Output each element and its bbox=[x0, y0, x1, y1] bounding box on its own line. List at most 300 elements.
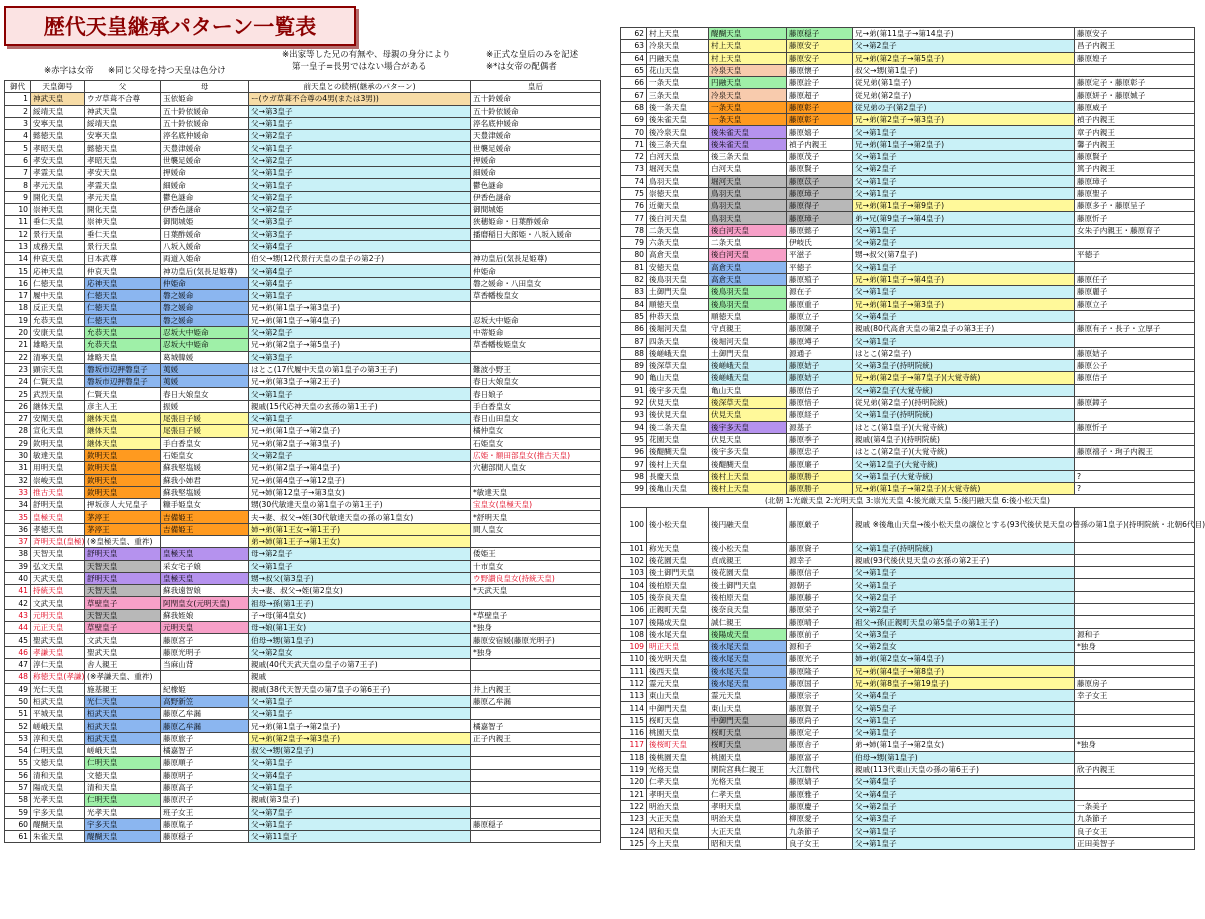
relation: 父→第2皇子 bbox=[249, 191, 471, 203]
emperor-name: 後堀河天皇 bbox=[647, 323, 709, 335]
reign-number: 99 bbox=[621, 482, 647, 494]
mother: 糠手姫皇女 bbox=[161, 499, 249, 511]
consort: 藤原安宿媛(藤原光明子) bbox=[471, 634, 601, 646]
relation: ー(ウガ草葺不合尊の4男(または3男)) bbox=[249, 93, 471, 105]
relation: 甥→叔父(第3皇子) bbox=[249, 572, 471, 584]
consort: 藤原忻子 bbox=[1075, 212, 1195, 224]
table-row bbox=[621, 739, 1195, 751]
relation: 父→第3皇子 bbox=[853, 628, 1075, 640]
emperor-name: 後西天皇 bbox=[647, 665, 709, 677]
table-row bbox=[5, 179, 601, 191]
table-row bbox=[5, 548, 601, 560]
reign-number: 13 bbox=[5, 240, 31, 252]
father: 霊元天皇 bbox=[709, 690, 787, 702]
mother: 藤原信子 bbox=[787, 567, 853, 579]
emperor-name: 安徳天皇 bbox=[647, 261, 709, 273]
table-row bbox=[5, 781, 601, 793]
mother: 藤原経子 bbox=[787, 409, 853, 421]
table-row bbox=[621, 77, 1195, 89]
father: 後柏原天皇 bbox=[709, 591, 787, 603]
reign-number: 76 bbox=[621, 200, 647, 212]
reign-number: 34 bbox=[5, 499, 31, 511]
emperor-name: 景行天皇 bbox=[31, 228, 85, 240]
mother: 八坂入媛命 bbox=[161, 240, 249, 252]
consort bbox=[1075, 788, 1195, 800]
father: 後醍醐天皇 bbox=[709, 458, 787, 470]
consort: 藤原聖子 bbox=[1075, 187, 1195, 199]
table-row bbox=[5, 93, 601, 105]
father: 東山天皇 bbox=[709, 702, 787, 714]
reign-number: 44 bbox=[5, 622, 31, 634]
consort: 藤原鏱子 bbox=[1075, 396, 1195, 408]
emperor-name: 安寧天皇 bbox=[31, 117, 85, 129]
consort bbox=[1075, 653, 1195, 665]
father: 伏見天皇 bbox=[709, 433, 787, 445]
emperor-name: 孝徳天皇 bbox=[31, 523, 85, 535]
mother: 柳原愛子 bbox=[787, 813, 853, 825]
consort: 中蒂姫命 bbox=[471, 326, 601, 338]
mother: 藤原乙牟漏 bbox=[161, 720, 249, 732]
mother: 神功皇后(気長足姫尊) bbox=[161, 265, 249, 277]
table-row bbox=[5, 167, 601, 179]
table-row bbox=[621, 665, 1195, 677]
reign-number: 46 bbox=[5, 646, 31, 658]
reign-number: 21 bbox=[5, 339, 31, 351]
consort bbox=[1075, 751, 1195, 763]
relation: 父→第1皇子 bbox=[853, 126, 1075, 138]
emperor-name: 清寧天皇 bbox=[31, 351, 85, 363]
father: 村上天皇 bbox=[709, 40, 787, 52]
reign-number: 47 bbox=[5, 658, 31, 670]
emperor-name: 仁明天皇 bbox=[31, 745, 85, 757]
emperor-name: 欽明天皇 bbox=[31, 437, 85, 449]
relation: 従兄弟(第2皇子)(持明院統) bbox=[853, 396, 1075, 408]
relation: 兄→弟(第1皇子→第2皇子) bbox=[249, 425, 471, 437]
consort: 馨子内親王 bbox=[1075, 138, 1195, 150]
table-row bbox=[5, 277, 601, 289]
mother: 大江磐代 bbox=[787, 763, 853, 775]
relation: はとこ(第2皇子)(大覚寺統) bbox=[853, 446, 1075, 458]
reign-number: 94 bbox=[621, 421, 647, 433]
mother: 源通子 bbox=[787, 347, 853, 359]
table-row bbox=[5, 240, 601, 252]
mother: 源朝子 bbox=[787, 579, 853, 591]
emperor-name: 四条天皇 bbox=[647, 335, 709, 347]
reign-number: 70 bbox=[621, 126, 647, 138]
reign-number: 77 bbox=[621, 212, 647, 224]
table-row bbox=[621, 567, 1195, 579]
table-row bbox=[621, 433, 1195, 445]
reign-number: 91 bbox=[621, 384, 647, 396]
relation: 従兄弟(第1皇子) bbox=[853, 77, 1075, 89]
relation: 親戚(38代天智天皇の第7皇子の第6王子) bbox=[249, 683, 471, 695]
emperor-name: 後二条天皇 bbox=[647, 421, 709, 433]
relation: 親戚(15代応神天皇の玄孫の第1王子) bbox=[249, 400, 471, 412]
emperor-name: 垂仁天皇 bbox=[31, 216, 85, 228]
relation: はとこ(第1皇子)(大覚寺統) bbox=[853, 421, 1075, 433]
reign-number: 31 bbox=[5, 462, 31, 474]
mother: 藤原明子 bbox=[161, 769, 249, 781]
father: 彦主人王 bbox=[85, 400, 161, 412]
consort: 藤原璋子 bbox=[1075, 175, 1195, 187]
consort: 春日娘子 bbox=[471, 388, 601, 400]
father: 欽明天皇 bbox=[85, 449, 161, 461]
consort: 狭穂姫命・日葉酢媛命 bbox=[471, 216, 601, 228]
consort: 磐之媛命・八田皇女 bbox=[471, 277, 601, 289]
father: 桃園天皇 bbox=[709, 751, 787, 763]
emperor-name: 斉明天皇(皇極) bbox=[31, 535, 85, 547]
reign-number: 103 bbox=[621, 567, 647, 579]
reign-number: 38 bbox=[5, 548, 31, 560]
reign-number: 60 bbox=[5, 818, 31, 830]
emperor-name: 清和天皇 bbox=[31, 769, 85, 781]
emperor-name: 推古天皇 bbox=[31, 486, 85, 498]
relation: 兄→弟(第2皇子→第5皇子) bbox=[249, 339, 471, 351]
table-row bbox=[5, 154, 601, 166]
consort bbox=[1075, 702, 1195, 714]
relation: 親戚 ※後亀山天皇→後小松天皇の譲位とする(93代後伏見天皇の曾孫の第1皇子)(持明院統・北朝6代目) bbox=[853, 507, 1075, 542]
father: (※皇極天皇、重祚) bbox=[85, 535, 161, 547]
father: 允恭天皇 bbox=[85, 326, 161, 338]
emperor-name: 孝安天皇 bbox=[31, 154, 85, 166]
table-row bbox=[5, 646, 601, 658]
table-row bbox=[5, 609, 601, 621]
emperor-name: 正親町天皇 bbox=[647, 604, 709, 616]
relation: 父→第1皇子 bbox=[853, 837, 1075, 849]
relation: 父→第3皇子(持明院統) bbox=[853, 360, 1075, 372]
father: 昭和天皇 bbox=[709, 837, 787, 849]
mother: 細媛命 bbox=[161, 179, 249, 191]
relation: 夫→妻、叔父→姪(第2皇女) bbox=[249, 585, 471, 597]
emperor-name: 後亀山天皇 bbox=[647, 482, 709, 494]
relation: 兄→弟(第1皇子→第2皇子) bbox=[853, 138, 1075, 150]
mother: 藤原尚子 bbox=[787, 714, 853, 726]
mother: 采女宅子娘 bbox=[161, 560, 249, 572]
emperor-name: 陽成天皇 bbox=[31, 781, 85, 793]
consort bbox=[1075, 335, 1195, 347]
emperor-name: 敏達天皇 bbox=[31, 449, 85, 461]
reign-number: 120 bbox=[621, 776, 647, 788]
mother: 忍坂大中姫命 bbox=[161, 326, 249, 338]
emperor-name: 六条天皇 bbox=[647, 237, 709, 249]
consort: 九条節子 bbox=[1075, 813, 1195, 825]
relation: 父→第1皇子 bbox=[249, 695, 471, 707]
mother: 藤原忠子 bbox=[787, 446, 853, 458]
consort: 石姫皇女 bbox=[471, 437, 601, 449]
relation: 父→第1皇子 bbox=[249, 117, 471, 129]
reign-number: 97 bbox=[621, 458, 647, 470]
consort: ウ野讃良皇女(持統天皇) bbox=[471, 572, 601, 584]
father: 白河天皇 bbox=[709, 163, 787, 175]
consort: 正子内親王 bbox=[471, 732, 601, 744]
relation: 弟→兄(第9皇子→第4皇子) bbox=[853, 212, 1075, 224]
father: 後村上天皇 bbox=[709, 482, 787, 494]
table-row bbox=[621, 554, 1195, 566]
relation: 親戚(93代後伏見天皇の玄孫の第2王子) bbox=[853, 554, 1075, 566]
mother: 藤原懿子 bbox=[787, 224, 853, 236]
reign-number: 84 bbox=[621, 298, 647, 310]
table-row bbox=[621, 28, 1195, 40]
table-row bbox=[5, 818, 601, 830]
mother: 世襲足媛命 bbox=[161, 154, 249, 166]
consort: 昌子内親王 bbox=[1075, 40, 1195, 52]
reign-number: 45 bbox=[5, 634, 31, 646]
table-row bbox=[621, 776, 1195, 788]
table-row bbox=[5, 339, 601, 351]
emperor-name: 淳和天皇 bbox=[31, 732, 85, 744]
reign-number: 73 bbox=[621, 163, 647, 175]
consort: *独身 bbox=[471, 646, 601, 658]
table-row bbox=[5, 363, 601, 375]
reign-number: 32 bbox=[5, 474, 31, 486]
father: 欽明天皇 bbox=[85, 486, 161, 498]
consort: 女朱子内親王・藤原育子 bbox=[1075, 224, 1195, 236]
father: 後村上天皇 bbox=[709, 470, 787, 482]
reign-number: 2 bbox=[5, 105, 31, 117]
father: 閑院宮典仁親王 bbox=[709, 763, 787, 775]
table-row bbox=[621, 690, 1195, 702]
relation: 母→娘(第1王女) bbox=[249, 622, 471, 634]
father: 仁徳天皇 bbox=[85, 314, 161, 326]
mother: 藤原勝子 bbox=[787, 470, 853, 482]
reign-number: 74 bbox=[621, 175, 647, 187]
father: 光格天皇 bbox=[709, 776, 787, 788]
father: 安寧天皇 bbox=[85, 130, 161, 142]
reign-number: 82 bbox=[621, 273, 647, 285]
father: 中御門天皇 bbox=[709, 714, 787, 726]
reign-number: 6 bbox=[5, 154, 31, 166]
consort: 難波小野王 bbox=[471, 363, 601, 375]
consort: 一条美子 bbox=[1075, 800, 1195, 812]
table-row bbox=[621, 507, 1195, 542]
mother: 元明天皇 bbox=[161, 622, 249, 634]
table-row bbox=[621, 212, 1195, 224]
emperor-name: 応神天皇 bbox=[31, 265, 85, 277]
emperor-name: 後桜町天皇 bbox=[647, 739, 709, 751]
emperor-name: 高倉天皇 bbox=[647, 249, 709, 261]
reign-number: 110 bbox=[621, 653, 647, 665]
relation: 父→第4皇子 bbox=[853, 690, 1075, 702]
relation: 兄→弟(第1皇子→第2皇子)(大覚寺統) bbox=[853, 482, 1075, 494]
emperor-name: 桓武天皇 bbox=[31, 695, 85, 707]
mother: 忍坂大中姫命 bbox=[161, 339, 249, 351]
relation: 父→第3皇子 bbox=[249, 228, 471, 240]
column-header: 皇后 bbox=[471, 81, 601, 93]
reign-number: 101 bbox=[621, 542, 647, 554]
emperor-name: 孝霊天皇 bbox=[31, 167, 85, 179]
table-row bbox=[5, 572, 601, 584]
table-row bbox=[621, 224, 1195, 236]
reign-number: 66 bbox=[621, 77, 647, 89]
father: 磐坂市辺押磐皇子 bbox=[85, 376, 161, 388]
consort: 藤原乙牟漏 bbox=[471, 695, 601, 707]
relation: 兄→弟(第1皇子→第9皇子) bbox=[853, 200, 1075, 212]
relation: 子→母(第4皇女) bbox=[249, 609, 471, 621]
table-row bbox=[621, 261, 1195, 273]
father: 鳥羽天皇 bbox=[709, 212, 787, 224]
table-row bbox=[5, 216, 601, 228]
father: 仁賢天皇 bbox=[85, 388, 161, 400]
table-row bbox=[621, 751, 1195, 763]
father: 桜町天皇 bbox=[709, 739, 787, 751]
emperor-name: 中御門天皇 bbox=[647, 702, 709, 714]
table-row bbox=[5, 253, 601, 265]
relation: 父→第1皇子 bbox=[249, 413, 471, 425]
mother: 藤原晴子 bbox=[787, 616, 853, 628]
father: 伏見天皇 bbox=[709, 409, 787, 421]
emperor-name: 明正天皇 bbox=[647, 640, 709, 652]
table-row bbox=[621, 101, 1195, 113]
mother: 磐之媛命 bbox=[161, 314, 249, 326]
emperor-name: 醍醐天皇 bbox=[31, 818, 85, 830]
note-nonfirst: ※出家等した兄の有無や、母親の身分により bbox=[282, 50, 451, 60]
table-row bbox=[5, 265, 601, 277]
father: 允恭天皇 bbox=[85, 339, 161, 351]
relation: 兄→弟(第3皇子→第2王子) bbox=[249, 376, 471, 388]
father: 後水尾天皇 bbox=[709, 665, 787, 677]
reign-number: 96 bbox=[621, 446, 647, 458]
reign-number: 33 bbox=[5, 486, 31, 498]
consort: 藤原妍子・藤原娍子 bbox=[1075, 89, 1195, 101]
emperor-name: 後宇多天皇 bbox=[647, 384, 709, 396]
father: 茅渟王 bbox=[85, 511, 161, 523]
reign-number: 55 bbox=[5, 757, 31, 769]
reign-number: 22 bbox=[5, 351, 31, 363]
table-row bbox=[621, 800, 1195, 812]
consort: *草壁皇子 bbox=[471, 609, 601, 621]
reign-number: 100 bbox=[621, 507, 647, 542]
reign-number: 108 bbox=[621, 628, 647, 640]
table-row bbox=[5, 351, 601, 363]
consort: 天豊津媛命 bbox=[471, 130, 601, 142]
table-row bbox=[621, 653, 1195, 665]
reign-number: 30 bbox=[5, 449, 31, 461]
mother: 藤原立子 bbox=[787, 310, 853, 322]
table-row bbox=[5, 683, 601, 695]
father: 醍醐天皇 bbox=[85, 831, 161, 843]
father: 後深草天皇 bbox=[709, 396, 787, 408]
emperor-name: 近衛天皇 bbox=[647, 200, 709, 212]
emperor-name: 孝昭天皇 bbox=[31, 142, 85, 154]
mother: 藤原重子 bbox=[787, 298, 853, 310]
table-row bbox=[621, 163, 1195, 175]
reign-number: 5 bbox=[5, 142, 31, 154]
table-header bbox=[5, 81, 601, 93]
mother bbox=[161, 671, 249, 683]
father: 桓武天皇 bbox=[85, 708, 161, 720]
reign-number: 67 bbox=[621, 89, 647, 101]
emperor-name: 孝元天皇 bbox=[31, 179, 85, 191]
reign-number: 42 bbox=[5, 597, 31, 609]
reign-number: 125 bbox=[621, 837, 647, 849]
reign-number: 11 bbox=[5, 216, 31, 228]
relation: 父→第1皇子 bbox=[249, 142, 471, 154]
reign-number: 9 bbox=[5, 191, 31, 203]
mother: 藤原璋子 bbox=[787, 212, 853, 224]
mother: 藤原婧子 bbox=[787, 776, 853, 788]
relation: 父→第2皇子 bbox=[853, 591, 1075, 603]
relation: 父→第2皇子 bbox=[249, 203, 471, 215]
table-row bbox=[621, 591, 1195, 603]
mother: 渟名底仲媛命 bbox=[161, 130, 249, 142]
father: 冷泉天皇 bbox=[709, 89, 787, 101]
father: 孝霊天皇 bbox=[85, 179, 161, 191]
reign-number: 90 bbox=[621, 372, 647, 384]
mother: 蘇我堅塩媛 bbox=[161, 486, 249, 498]
relation: 父→第1皇子 bbox=[249, 388, 471, 400]
emperor-name: 仲哀天皇 bbox=[31, 253, 85, 265]
table-row bbox=[5, 449, 601, 461]
consort bbox=[1075, 384, 1195, 396]
emperor-name: 後土御門天皇 bbox=[647, 567, 709, 579]
table-row bbox=[621, 604, 1195, 616]
emperor-name: 天武天皇 bbox=[31, 572, 85, 584]
reign-number: 116 bbox=[621, 727, 647, 739]
mother: 九条節子 bbox=[787, 825, 853, 837]
table-row bbox=[5, 745, 601, 757]
relation: 甥(30代敏達天皇の第1皇子の第1王子) bbox=[249, 499, 471, 511]
consort: *舒明天皇 bbox=[471, 511, 601, 523]
relation: 兄→弟(第8皇子→第19皇子) bbox=[853, 677, 1075, 689]
reign-number: 29 bbox=[5, 437, 31, 449]
emperor-name: 円融天皇 bbox=[647, 52, 709, 64]
father: 懿徳天皇 bbox=[85, 142, 161, 154]
emperor-name: 顕宗天皇 bbox=[31, 363, 85, 375]
column-header: 父 bbox=[85, 81, 161, 93]
father: 舒明天皇 bbox=[85, 548, 161, 560]
table-row bbox=[5, 413, 601, 425]
consort bbox=[471, 708, 601, 720]
father: 雄略天皇 bbox=[85, 351, 161, 363]
mother: 藤原勝子 bbox=[787, 482, 853, 494]
reign-number: 14 bbox=[5, 253, 31, 265]
mother: 藤原胤子 bbox=[161, 818, 249, 830]
father: 順徳天皇 bbox=[709, 310, 787, 322]
emperor-name: 昭和天皇 bbox=[647, 825, 709, 837]
mother: 当麻山背 bbox=[161, 658, 249, 670]
reign-number: 24 bbox=[5, 376, 31, 388]
reign-number: 88 bbox=[621, 347, 647, 359]
mother: 禎子内親王 bbox=[787, 138, 853, 150]
relation: 甥→叔父(第7皇子) bbox=[853, 249, 1075, 261]
consort bbox=[1075, 604, 1195, 616]
mother: 藤原隆子 bbox=[787, 665, 853, 677]
mother: 手白香皇女 bbox=[161, 437, 249, 449]
father: 後朱雀天皇 bbox=[709, 138, 787, 150]
father: 継体天皇 bbox=[85, 413, 161, 425]
consort: *敏達天皇 bbox=[471, 486, 601, 498]
reign-number: 112 bbox=[621, 677, 647, 689]
father: 舎人親王 bbox=[85, 658, 161, 670]
consort: 手白香皇女 bbox=[471, 400, 601, 412]
father: 仲哀天皇 bbox=[85, 265, 161, 277]
consort bbox=[1075, 591, 1195, 603]
consort: 藤原賢子 bbox=[1075, 150, 1195, 162]
father: 後白河天皇 bbox=[709, 224, 787, 236]
relation: 父→第3皇子 bbox=[249, 216, 471, 228]
consort: 藤原忻子 bbox=[1075, 421, 1195, 433]
relation: 父→第2皇子 bbox=[853, 163, 1075, 175]
father: 大正天皇 bbox=[709, 825, 787, 837]
mother: 藤原栄子 bbox=[787, 604, 853, 616]
emperor-name: 皇極天皇 bbox=[31, 511, 85, 523]
table-row bbox=[621, 446, 1195, 458]
column-header: 母 bbox=[161, 81, 249, 93]
reign-number: 4 bbox=[5, 130, 31, 142]
mother: 藤原姞子 bbox=[787, 372, 853, 384]
emperor-name: 村上天皇 bbox=[647, 28, 709, 40]
mother: 御間城姫 bbox=[161, 216, 249, 228]
